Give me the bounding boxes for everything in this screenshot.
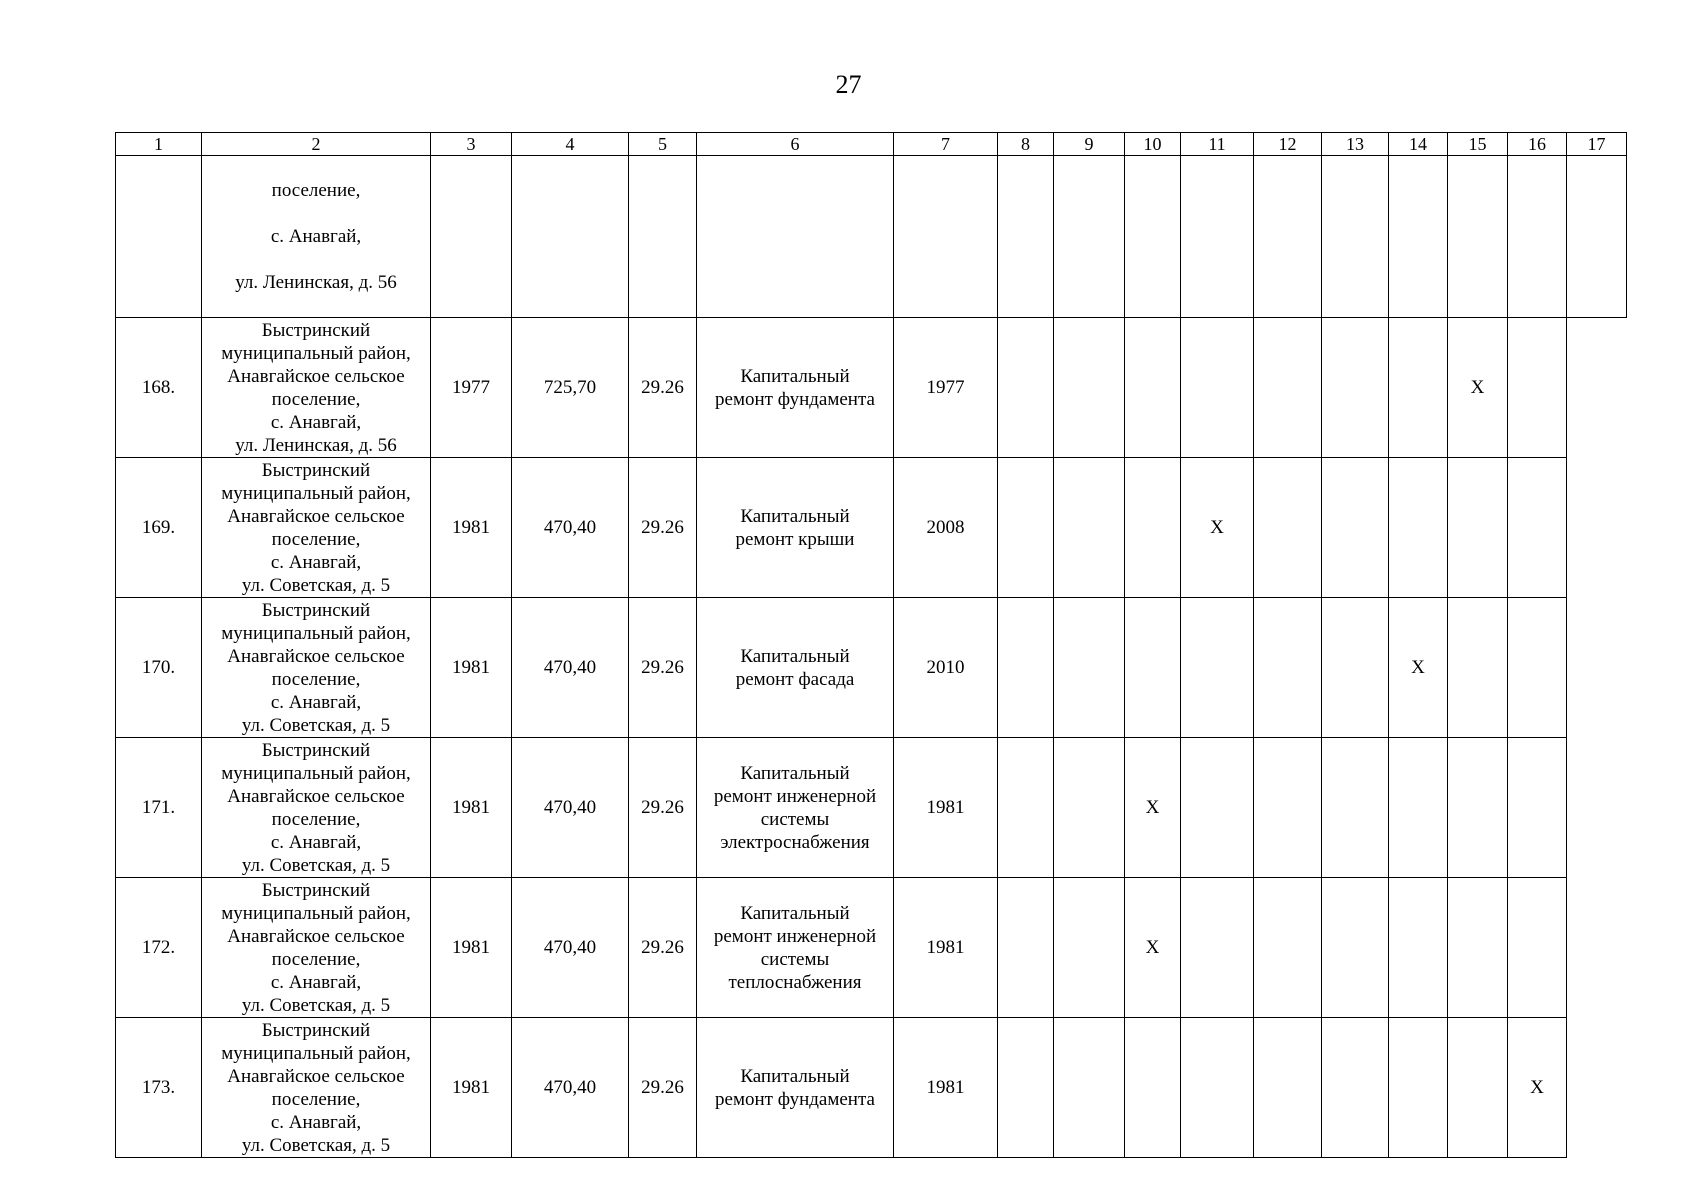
mark-cell xyxy=(998,598,1054,738)
column-header: 16 xyxy=(1508,133,1567,156)
work-type-line: Капитальный xyxy=(740,505,850,527)
work-type-line: системы xyxy=(760,948,830,970)
page-number: 27 xyxy=(835,70,862,99)
column-header: 8 xyxy=(998,133,1054,156)
column-header: 15 xyxy=(1448,133,1508,156)
address-line: поселение, xyxy=(271,668,361,690)
work-type-line: Капитальный xyxy=(740,365,850,387)
work-type-line: электроснабжения xyxy=(720,831,870,853)
mark-cell: X xyxy=(1181,458,1254,598)
mark-cell xyxy=(1125,318,1181,458)
mark-cell: X xyxy=(1448,318,1508,458)
address-line: Быстринский xyxy=(261,599,371,621)
address-line: Быстринский xyxy=(261,459,371,481)
address-line: Анавгайское сельское xyxy=(227,505,405,527)
address-line: с. Анавгай, xyxy=(270,971,362,993)
table-row xyxy=(116,878,1627,1018)
empty-cell xyxy=(1322,156,1389,318)
mark-cell xyxy=(1508,738,1567,878)
work-type-cell xyxy=(697,458,894,598)
table-row xyxy=(116,1018,1627,1158)
address-line: Быстринский xyxy=(261,319,371,341)
row-number-cell: 170. xyxy=(116,598,202,738)
empty-cell xyxy=(1254,156,1322,318)
address-line: поселение, xyxy=(271,948,361,970)
mark-cell xyxy=(1389,738,1448,878)
table-row xyxy=(116,318,1627,458)
mark-cell xyxy=(1389,318,1448,458)
continuation-row xyxy=(116,156,1627,318)
work-type-line: системы xyxy=(760,808,830,830)
address-line: муниципальный район, xyxy=(221,762,411,784)
year-built-cell: 1981 xyxy=(431,1018,512,1158)
address-line: ул. Советская, д. 5 xyxy=(241,1134,391,1156)
area-cell: 725,70 xyxy=(512,318,629,458)
year-built-cell: 1977 xyxy=(431,318,512,458)
year-last-repair-cell: 1981 xyxy=(894,738,998,878)
address-cell xyxy=(202,318,431,458)
mark-cell xyxy=(1254,878,1322,1018)
address-cell xyxy=(202,738,431,878)
empty-cell xyxy=(1125,156,1181,318)
address-line: Анавгайское сельское xyxy=(227,645,405,667)
mark-cell xyxy=(1448,458,1508,598)
mark-cell xyxy=(1322,598,1389,738)
work-type-line: ремонт инженерной xyxy=(713,925,877,947)
year-last-repair-cell: 1977 xyxy=(894,318,998,458)
mark-cell xyxy=(1448,1018,1508,1158)
mark-cell xyxy=(1181,598,1254,738)
mark-cell xyxy=(1389,458,1448,598)
column-header: 5 xyxy=(629,133,697,156)
mark-cell xyxy=(1254,738,1322,878)
mark-cell xyxy=(1054,878,1125,1018)
empty-cell xyxy=(1181,156,1254,318)
code-cell: 29.26 xyxy=(629,1018,697,1158)
row-number-cell: 172. xyxy=(116,878,202,1018)
address-line: Быстринский xyxy=(261,1019,371,1041)
mark-cell xyxy=(1125,1018,1181,1158)
address-line: с. Анавгай, xyxy=(270,226,362,247)
address-cell xyxy=(202,458,431,598)
row-number-cell xyxy=(116,156,202,318)
column-header: 13 xyxy=(1322,133,1389,156)
column-header: 4 xyxy=(512,133,629,156)
column-header: 11 xyxy=(1181,133,1254,156)
code-cell: 29.26 xyxy=(629,878,697,1018)
column-header: 17 xyxy=(1567,133,1627,156)
mark-cell: X xyxy=(1389,598,1448,738)
work-type-line: Капитальный xyxy=(740,645,850,667)
year-last-repair-cell: 2010 xyxy=(894,598,998,738)
code-cell: 29.26 xyxy=(629,458,697,598)
column-header: 7 xyxy=(894,133,998,156)
mark-cell xyxy=(1054,1018,1125,1158)
row-number-cell: 169. xyxy=(116,458,202,598)
empty-cell xyxy=(629,156,697,318)
empty-cell xyxy=(512,156,629,318)
address-line: с. Анавгай, xyxy=(270,551,362,573)
address-line: Анавгайское сельское xyxy=(227,1065,405,1087)
mark-cell xyxy=(998,458,1054,598)
table-row xyxy=(116,598,1627,738)
mark-cell xyxy=(1322,318,1389,458)
area-cell: 470,40 xyxy=(512,1018,629,1158)
address-line: поселение, xyxy=(271,1088,361,1110)
work-type-line: Капитальный xyxy=(740,762,850,784)
mark-cell xyxy=(1448,598,1508,738)
address-line: ул. Советская, д. 5 xyxy=(241,574,391,596)
mark-cell xyxy=(1054,598,1125,738)
mark-cell xyxy=(1508,878,1567,1018)
mark-cell xyxy=(1054,458,1125,598)
empty-cell xyxy=(1567,156,1627,318)
mark-cell xyxy=(1054,318,1125,458)
row-number-cell: 171. xyxy=(116,738,202,878)
address-line: поселение, xyxy=(271,180,361,201)
row-number-cell: 173. xyxy=(116,1018,202,1158)
work-type-line: Капитальный xyxy=(740,902,850,924)
area-cell: 470,40 xyxy=(512,598,629,738)
address-line: Быстринский xyxy=(261,879,371,901)
empty-cell xyxy=(1448,156,1508,318)
address-line: Анавгайское сельское xyxy=(227,365,405,387)
address-line: Анавгайское сельское xyxy=(227,785,405,807)
column-header: 3 xyxy=(431,133,512,156)
address-line: ул. Советская, д. 5 xyxy=(241,994,391,1016)
year-built-cell: 1981 xyxy=(431,458,512,598)
table-row xyxy=(116,458,1627,598)
year-last-repair-cell: 2008 xyxy=(894,458,998,598)
mark-cell xyxy=(1448,738,1508,878)
address-line: ул. Ленинская, д. 56 xyxy=(235,272,397,293)
empty-cell xyxy=(697,156,894,318)
mark-cell xyxy=(1181,738,1254,878)
column-header: 12 xyxy=(1254,133,1322,156)
area-cell: 470,40 xyxy=(512,738,629,878)
mark-cell xyxy=(1508,458,1567,598)
mark-cell xyxy=(1254,458,1322,598)
mark-cell xyxy=(1389,878,1448,1018)
row-number-cell: 168. xyxy=(116,318,202,458)
address-line: с. Анавгай, xyxy=(270,831,362,853)
work-type-cell xyxy=(697,878,894,1018)
mark-cell xyxy=(998,1018,1054,1158)
empty-cell xyxy=(1054,156,1125,318)
code-cell: 29.26 xyxy=(629,738,697,878)
year-built-cell: 1981 xyxy=(431,738,512,878)
empty-cell xyxy=(1389,156,1448,318)
mark-cell xyxy=(1254,1018,1322,1158)
empty-cell xyxy=(894,156,998,318)
address-line: ул. Советская, д. 5 xyxy=(241,854,391,876)
address-line: поселение, xyxy=(271,388,361,410)
address-cell xyxy=(202,1018,431,1158)
mark-cell xyxy=(1322,878,1389,1018)
work-type-cell xyxy=(697,1018,894,1158)
address-line: поселение, xyxy=(271,528,361,550)
mark-cell xyxy=(998,738,1054,878)
address-line: муниципальный район, xyxy=(221,902,411,924)
code-cell: 29.26 xyxy=(629,318,697,458)
mark-cell xyxy=(1181,878,1254,1018)
mark-cell xyxy=(1181,1018,1254,1158)
empty-cell xyxy=(1508,156,1567,318)
work-type-line: ремонт крыши xyxy=(735,528,855,550)
mark-cell xyxy=(1125,458,1181,598)
mark-cell: X xyxy=(1125,878,1181,1018)
address-line: с. Анавгай, xyxy=(270,691,362,713)
mark-cell xyxy=(1054,738,1125,878)
year-built-cell: 1981 xyxy=(431,878,512,1018)
column-header: 2 xyxy=(202,133,431,156)
area-cell: 470,40 xyxy=(512,878,629,1018)
address-line: ул. Ленинская, д. 56 xyxy=(235,434,397,456)
address-line: Быстринский xyxy=(261,739,371,761)
column-header: 14 xyxy=(1389,133,1448,156)
address-line: с. Анавгай, xyxy=(270,411,362,433)
empty-cell xyxy=(998,156,1054,318)
registry-table xyxy=(115,132,1627,1158)
work-type-cell xyxy=(697,318,894,458)
column-header: 9 xyxy=(1054,133,1125,156)
mark-cell xyxy=(1508,318,1567,458)
mark-cell xyxy=(1254,318,1322,458)
mark-cell xyxy=(1125,598,1181,738)
mark-cell: X xyxy=(1125,738,1181,878)
address-line: муниципальный район, xyxy=(221,342,411,364)
address-line: с. Анавгай, xyxy=(270,1111,362,1133)
table-row xyxy=(116,738,1627,878)
column-header: 1 xyxy=(116,133,202,156)
address-cell xyxy=(202,598,431,738)
address-line: муниципальный район, xyxy=(221,482,411,504)
address-cell xyxy=(202,156,431,318)
address-line: Анавгайское сельское xyxy=(227,925,405,947)
work-type-line: Капитальный xyxy=(740,1065,850,1087)
work-type-line: ремонт инженерной xyxy=(713,785,877,807)
header-row xyxy=(116,133,1627,156)
mark-cell xyxy=(998,318,1054,458)
address-cell xyxy=(202,878,431,1018)
code-cell: 29.26 xyxy=(629,598,697,738)
year-built-cell: 1981 xyxy=(431,598,512,738)
work-type-cell xyxy=(697,598,894,738)
work-type-line: ремонт фундамента xyxy=(715,388,875,410)
mark-cell xyxy=(998,878,1054,1018)
mark-cell xyxy=(1322,458,1389,598)
mark-cell xyxy=(1448,878,1508,1018)
mark-cell xyxy=(1508,598,1567,738)
empty-cell xyxy=(431,156,512,318)
work-type-line: ремонт фасада xyxy=(735,668,855,690)
column-header: 10 xyxy=(1125,133,1181,156)
work-type-line: теплоснабжения xyxy=(728,971,862,993)
column-header: 6 xyxy=(697,133,894,156)
mark-cell xyxy=(1254,598,1322,738)
address-line: ул. Советская, д. 5 xyxy=(241,714,391,736)
address-line: поселение, xyxy=(271,808,361,830)
mark-cell xyxy=(1322,738,1389,878)
year-last-repair-cell: 1981 xyxy=(894,878,998,1018)
mark-cell xyxy=(1181,318,1254,458)
mark-cell xyxy=(1322,1018,1389,1158)
area-cell: 470,40 xyxy=(512,458,629,598)
address-line: муниципальный район, xyxy=(221,622,411,644)
work-type-line: ремонт фундамента xyxy=(715,1088,875,1110)
mark-cell: X xyxy=(1508,1018,1567,1158)
mark-cell xyxy=(1389,1018,1448,1158)
address-line: муниципальный район, xyxy=(221,1042,411,1064)
work-type-cell xyxy=(697,738,894,878)
year-last-repair-cell: 1981 xyxy=(894,1018,998,1158)
